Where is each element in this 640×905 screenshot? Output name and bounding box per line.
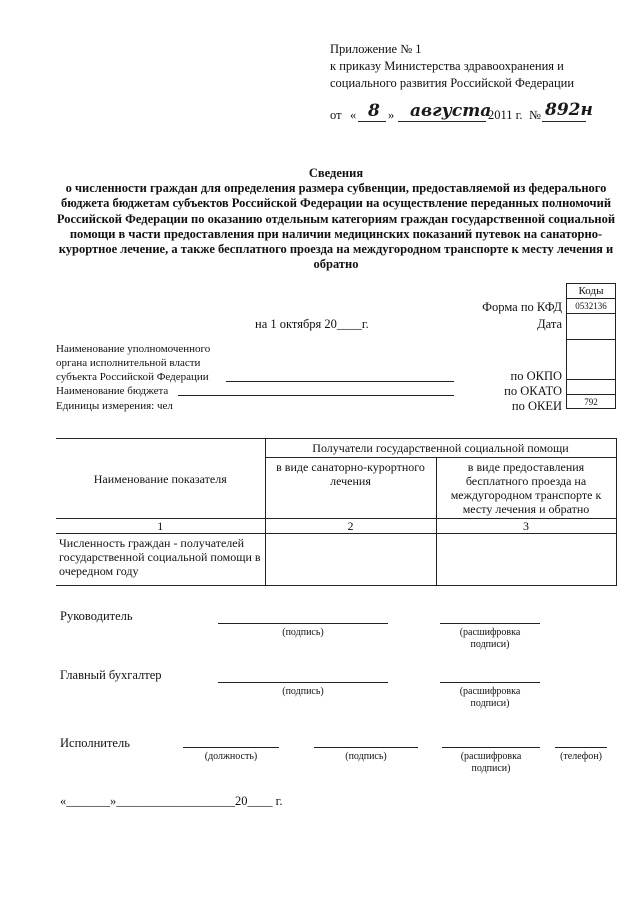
head-decoding-caption-2: подписи) [470, 639, 510, 650]
authority-label-2: органа исполнительной власти [56, 357, 201, 369]
recipients-table [56, 438, 617, 586]
as-of-date: на 1 октября 20____г. [255, 317, 369, 331]
col-number-2: 2 [265, 519, 436, 534]
executor-decoding-caption-1: (расшифровка [460, 751, 522, 762]
executor-phone-line[interactable] [555, 747, 607, 748]
order-day-handwritten: 8 [368, 101, 380, 121]
executor-phone-caption: (телефон) [560, 751, 602, 762]
accountant-signature-line[interactable] [218, 682, 388, 683]
month-underline [398, 121, 486, 122]
quote-close: » [388, 108, 395, 122]
authority-input-line[interactable] [226, 381, 454, 382]
title-body: о численности граждан для определения размера субвенции, предоставляемой из федерального бюджета бюджетам субъектов Российской Федерации на осуществление переданных полномочий Российской Федерации по оказанию отдельным категориям граждан государственной социальной помощи в части предоставления при наличии медицинских показаний путевок на санаторно-курортное лечение, а также бесплатного проезда на междугородном транспорте к месту лечения и обратно [56, 181, 616, 272]
order-month-handwritten: августа [410, 101, 492, 121]
okpo-label: по ОКПО [510, 369, 562, 383]
okei-label: по ОКЕИ [511, 399, 562, 413]
head-label: Руководитель [60, 609, 133, 623]
header-travel: в виде предоставления бесплатного проезда на междугородном транспорте к месту лечения и обратно [436, 458, 616, 519]
accountant-decoding-caption-2: подписи) [470, 698, 510, 709]
header-indicator: Наименование показателя [56, 439, 265, 519]
head-signature-line[interactable] [218, 623, 388, 624]
code-kfd: 0532136 [567, 299, 616, 314]
code-okei: 792 [567, 395, 616, 409]
okato-label: по ОКАТО [504, 384, 562, 398]
head-signature-caption: (подпись) [282, 627, 324, 638]
col-number-1: 1 [56, 519, 265, 534]
appendix-line-2: к приказу Министерства здравоохранения и [330, 59, 564, 73]
cell-travel-value[interactable] [436, 534, 616, 586]
head-decoding-line[interactable] [440, 623, 540, 624]
executor-signature-line[interactable] [314, 747, 418, 748]
codes-table [566, 283, 616, 409]
executor-position-line[interactable] [183, 747, 279, 748]
appendix-line-1: Приложение № 1 [330, 42, 422, 56]
row-citizens-count-label: Численность граждан - получателей государственной социальной помощи в очередном году [56, 534, 265, 586]
order-year: 2011 г. [488, 108, 523, 122]
executor-label: Исполнитель [60, 736, 130, 750]
accountant-signature-caption: (подпись) [282, 686, 324, 697]
authority-label-1: Наименование уполномоченного [56, 343, 211, 355]
number-underline [542, 121, 586, 122]
appendix-line-3: социального развития Российской Федерации [330, 76, 575, 90]
chief-accountant-label: Главный бухгалтер [60, 668, 162, 682]
cell-sanatorium-value[interactable] [265, 534, 436, 586]
date-label: Дата [537, 317, 562, 331]
quote-open: « [350, 108, 357, 122]
order-number-handwritten: 892н [545, 100, 593, 120]
head-decoding-caption-1: (расшифровка [459, 627, 521, 638]
executor-decoding-caption-2: подписи) [471, 763, 511, 774]
header-sanatorium: в виде санаторно-курортного лечения [265, 458, 436, 519]
executor-position-caption: (должность) [204, 751, 258, 762]
order-number-label: № [529, 108, 541, 122]
accountant-decoding-line[interactable] [440, 682, 540, 683]
executor-decoding-line[interactable] [442, 747, 540, 748]
code-okato [567, 380, 616, 395]
code-okpo [567, 340, 616, 380]
budget-name-input-line[interactable] [178, 395, 454, 396]
title-heading: Сведения [308, 166, 364, 180]
units-label: Единицы измерения: чел [56, 400, 173, 412]
order-from-label: от [330, 108, 342, 122]
accountant-decoding-caption-1: (расшифровка [459, 686, 521, 697]
col-number-3: 3 [436, 519, 616, 534]
code-date [567, 314, 616, 340]
sign-date-line[interactable]: «_______»___________________20____ г. [60, 794, 283, 808]
authority-label-3: субъекта Российской Федерации [56, 371, 209, 383]
form-kfd-label: Форма по КФД [482, 300, 562, 314]
header-recipients-group: Получатели государственной социальной помощи [265, 439, 616, 458]
budget-name-label: Наименование бюджета [56, 385, 169, 397]
document-title [56, 166, 616, 272]
codes-header: Коды [567, 284, 616, 299]
day-underline [358, 121, 386, 122]
executor-signature-caption: (подпись) [345, 751, 387, 762]
